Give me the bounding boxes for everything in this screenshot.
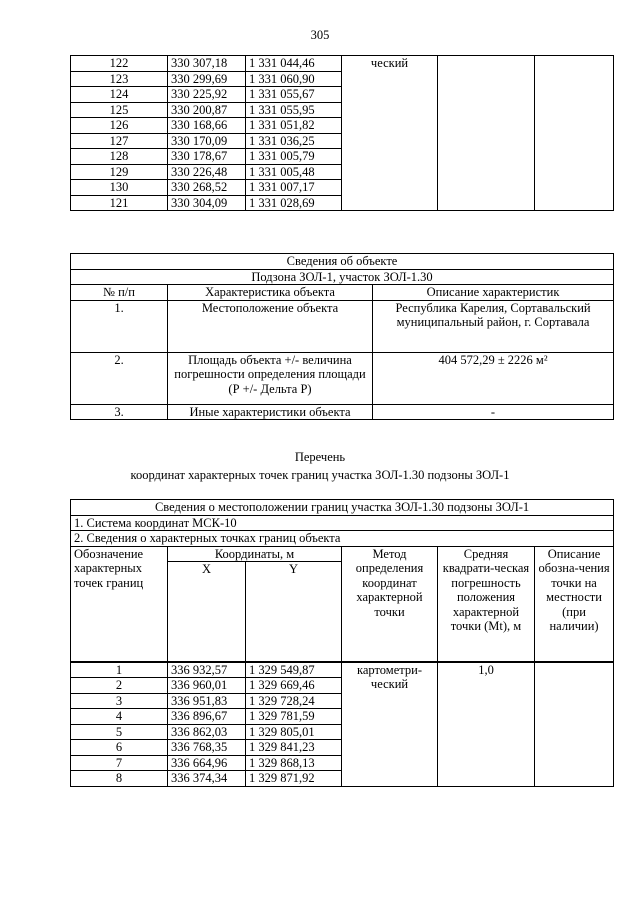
row-description: 404 572,29 ± 2226 м² <box>373 352 614 404</box>
coord-y: 1 329 841,23 <box>246 740 342 756</box>
header-point: Обозначение характерных точек границ <box>71 546 168 662</box>
point-id: 121 <box>71 195 168 211</box>
point-id: 128 <box>71 149 168 165</box>
coord-y: 1 329 871,92 <box>246 771 342 787</box>
coord-x: 336 896,67 <box>168 709 246 725</box>
coord-x: 336 374,34 <box>168 771 246 787</box>
method-cell: ческий <box>342 56 438 211</box>
header-method: Метод определения координат характерной точки <box>342 546 438 662</box>
point-id: 4 <box>71 709 168 725</box>
coord-x: 336 932,57 <box>168 662 246 678</box>
point-id: 7 <box>71 755 168 771</box>
points-section: 2. Сведения о характерных точках границ объекта <box>71 531 614 547</box>
point-id: 124 <box>71 87 168 103</box>
row-characteristic: Иные характеристики объекта <box>168 404 373 420</box>
coord-x: 336 768,35 <box>168 740 246 756</box>
coord-x: 330 170,09 <box>168 133 246 149</box>
coord-x: 330 268,52 <box>168 180 246 196</box>
coord-y: 1 331 005,48 <box>246 164 342 180</box>
coord-x: 336 951,83 <box>168 693 246 709</box>
point-id: 125 <box>71 102 168 118</box>
point-id: 8 <box>71 771 168 787</box>
point-id: 5 <box>71 724 168 740</box>
object-info-table <box>70 253 614 420</box>
coord-x: 330 226,48 <box>168 164 246 180</box>
coord-x: 330 178,67 <box>168 149 246 165</box>
point-id: 6 <box>71 740 168 756</box>
list-subheading: координат характерных точек границ участка ЗОЛ-1.30 подзоны ЗОЛ-1 <box>130 468 510 482</box>
coordinate-system: 1. Система координат МСК-10 <box>71 515 614 531</box>
coord-x: 336 664,96 <box>168 755 246 771</box>
header-y: Y <box>246 562 342 662</box>
header-x: X <box>168 562 246 662</box>
coord-x: 336 862,03 <box>168 724 246 740</box>
coord-y: 1 331 051,82 <box>246 118 342 134</box>
coord-y: 1 329 549,87 <box>246 662 342 678</box>
point-id: 122 <box>71 56 168 72</box>
header-description: Описание обозна-чения точки на местности (при наличии) <box>535 546 614 662</box>
method-cell: картометри-ческий <box>342 662 438 787</box>
coord-x: 330 225,92 <box>168 87 246 103</box>
boundary-coordinates-table <box>70 499 614 787</box>
description-cell <box>535 662 614 787</box>
coord-y: 1 329 669,46 <box>246 678 342 694</box>
coord-y: 1 329 805,01 <box>246 724 342 740</box>
coord-x: 330 304,09 <box>168 195 246 211</box>
coord-y: 1 329 868,13 <box>246 755 342 771</box>
row-num: 3. <box>71 404 168 420</box>
coordinates-table-continued <box>70 55 614 211</box>
coord-x: 330 307,18 <box>168 56 246 72</box>
point-id: 127 <box>71 133 168 149</box>
row-characteristic: Местоположение объекта <box>168 300 373 352</box>
list-heading: Перечень <box>294 450 346 464</box>
coord-y: 1 331 044,46 <box>246 56 342 72</box>
coord-y: 1 331 060,90 <box>246 71 342 87</box>
row-num: 2. <box>71 352 168 404</box>
coord-y: 1 329 728,24 <box>246 693 342 709</box>
coord-x: 330 200,87 <box>168 102 246 118</box>
table-row <box>71 56 614 72</box>
coord-y: 1 331 005,79 <box>246 149 342 165</box>
coord-y: 1 331 055,95 <box>246 102 342 118</box>
page-number: 305 <box>310 28 330 42</box>
coord-y: 1 331 055,67 <box>246 87 342 103</box>
header-description: Описание характеристик <box>373 285 614 301</box>
point-id: 126 <box>71 118 168 134</box>
header-coordinates: Координаты, м <box>168 546 342 562</box>
point-id: 2 <box>71 678 168 694</box>
object-info-title: Сведения об объекте <box>71 254 614 270</box>
header-accuracy: Средняя квадрати-ческая погрешность положения характерной точки (Mt), м <box>438 546 535 662</box>
row-characteristic: Площадь объекта +/- величина погрешности определения площади (Р +/- Дельта Р) <box>168 352 373 404</box>
point-id: 3 <box>71 693 168 709</box>
point-id: 130 <box>71 180 168 196</box>
description-cell <box>535 56 614 211</box>
accuracy-cell: 1,0 <box>438 662 535 787</box>
coord-x: 330 299,69 <box>168 71 246 87</box>
coord-x: 330 168,66 <box>168 118 246 134</box>
coord-y: 1 331 007,17 <box>246 180 342 196</box>
object-info-subtitle: Подзона ЗОЛ-1, участок ЗОЛ-1.30 <box>71 269 614 285</box>
point-id: 123 <box>71 71 168 87</box>
header-num: № п/п <box>71 285 168 301</box>
location-title: Сведения о местоположении границ участка ЗОЛ-1.30 подзоны ЗОЛ-1 <box>71 500 614 516</box>
header-characteristic: Характеристика объекта <box>168 285 373 301</box>
point-id: 1 <box>71 662 168 678</box>
coord-y: 1 331 036,25 <box>246 133 342 149</box>
coord-x: 336 960,01 <box>168 678 246 694</box>
point-id: 129 <box>71 164 168 180</box>
row-description: - <box>373 404 614 420</box>
coord-y: 1 331 028,69 <box>246 195 342 211</box>
accuracy-cell <box>438 56 535 211</box>
coord-y: 1 329 781,59 <box>246 709 342 725</box>
table-row <box>71 662 614 678</box>
row-description: Республика Карелия, Сортавальский муниципальный район, г. Сортавала <box>373 300 614 352</box>
row-num: 1. <box>71 300 168 352</box>
